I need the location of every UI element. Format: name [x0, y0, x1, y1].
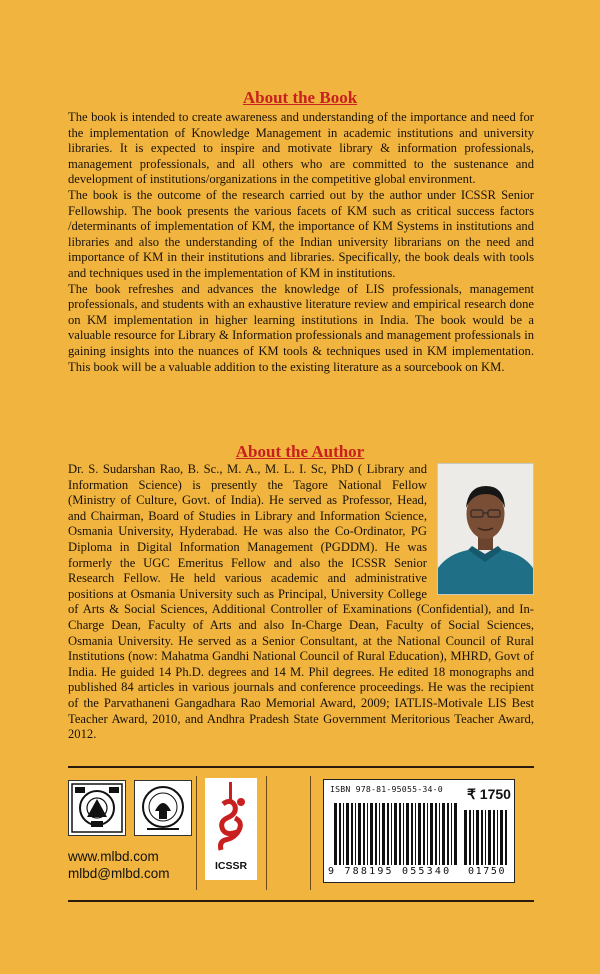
- barcode-bar: [423, 803, 425, 865]
- divider-vertical: [266, 776, 267, 890]
- barcode-bar: [358, 803, 361, 865]
- barcode-bar: [379, 803, 380, 865]
- publisher-contact: [68, 848, 198, 882]
- isbn-barcode: [323, 779, 515, 883]
- barcode-bar: [418, 803, 421, 865]
- barcode-bar: [473, 810, 474, 865]
- publisher-logos: [68, 780, 196, 836]
- barcode-bar: [415, 803, 416, 865]
- about-author-heading: About the Author: [235, 442, 365, 461]
- icssr-label: ICSSR: [214, 860, 248, 872]
- author-photo: [437, 463, 534, 595]
- barcode-bar: [399, 803, 401, 865]
- barcode-addon-bars: [464, 810, 510, 865]
- about-book-paragraph: The book is intended to create awareness and understanding of the importance and need for the implementation of Knowledge Management in academic institutions and university libraries. It is expected to inspire and motivate library & information professionals, management professionals, and all others who are committed to the sustenance and development of institutions/organizations in the competitive global environment.: [68, 110, 534, 187]
- isbn-label: ISBN 978-81-95055-34-0: [330, 784, 443, 794]
- price-label: ₹ 1750: [467, 786, 511, 802]
- barcode-bar: [493, 810, 495, 865]
- barcode-bar: [339, 803, 341, 865]
- barcode-bar: [351, 803, 353, 865]
- barcode-bar: [370, 803, 373, 865]
- barcode-bar: [343, 803, 344, 865]
- divider-vertical: [310, 776, 311, 890]
- barcode-bar: [346, 803, 349, 865]
- about-book-paragraph: The book refreshes and advances the knowledge of LIS professionals, management professionals, and students with an exhaustive literature review and empirical research done on KM implementation in higher learning institutions in India. The book would be a valuable resource for Library & Information professionals and management professionals in gaining insights into the nuances of KM tools & techniques used in KM implementation. This book will be a valuable addition to the existing literature as a sourcebook on KM.: [68, 281, 534, 374]
- barcode-bar: [442, 803, 445, 865]
- email-link[interactable]: mlbd@mlbd.com: [68, 866, 170, 881]
- barcode-bar: [427, 803, 428, 865]
- barcode-bar: [469, 810, 471, 865]
- about-book-paragraph: The book is the outcome of the research carried out by the author under ICSSR Senior Fellowship. The book presents the various facets of KM such as critical success factors /determinants of implementation of KM, the importance of KM Systems in institutions and libraries and also the understanding of the Indian university librarians on the need and importance of KM in their institutions and libraries. Specifically, the book deals with tools and techniques used in the implementation of KM in institutions.: [68, 187, 534, 280]
- barcode-bar: [454, 803, 457, 865]
- barcode-bar: [355, 803, 356, 865]
- divider-vertical: [196, 776, 197, 890]
- barcode-addon-digits: 01750: [468, 866, 507, 877]
- divider-top: [68, 766, 534, 768]
- barcode-bar: [394, 803, 397, 865]
- barcode-bar: [485, 810, 486, 865]
- barcode-bar: [363, 803, 365, 865]
- barcode-bar: [476, 810, 479, 865]
- barcode-bar: [387, 803, 389, 865]
- barcode-bar: [451, 803, 452, 865]
- barcode-bar: [505, 810, 507, 865]
- website-link[interactable]: www.mlbd.com: [68, 849, 159, 864]
- barcode-bar: [500, 810, 503, 865]
- barcode-bar: [375, 803, 377, 865]
- mlbd-publications-logo: [134, 780, 192, 836]
- barcode-bar: [334, 803, 337, 865]
- barcode-bar: [403, 803, 404, 865]
- barcode-bars: [334, 803, 458, 865]
- barcode-bar: [382, 803, 385, 865]
- author-bio: Dr. S. Sudarshan Rao, B. Sc., M. A., M. L. I. Sc, PhD ( Library and Information Science) is presently the Tagore National Fellow (Ministry of Culture, Govt. of India). He served as Professor, Head, and Chairman, Board of Studies in Library and Information Science, Osmania University, Hyderabad. He was also the Co-Ordinator, PG Diploma in Digital Information Management (PGDDM). He was formerly the UGC Emeritus Fellow and also the ICSSR Senior Research Fellow. He held various academic and administrative positions at Osmania University such as Principal, University College of Arts & Social Sciences, Additional Controller of Examinations (Confidential), and In-Charge Dean, Faculty of Arts and also In-Charge Dean, Faculty of Social Sciences, Osmania University. He served as a Senior Consultant, at the National Council of Rural Institutions (now: Mahatma Gandhi National Council of Rural Education), MHRD, Govt of India. He guided 14 Ph.D. degrees and 14 M. Phil degrees. He edited 18 monographs and published 84 articles in various journals and conference proceedings. He was the recipient of the Parvathaneni Gangadhara Rao Memorial Award, 2009; IATLIS-Motivale LIS Best Teacher Award, 2010, and Andhra Pradesh State Government Meritorious Teacher Award, 2012.: [68, 462, 534, 742]
- barcode-bar: [435, 803, 437, 865]
- about-book-body: [68, 110, 534, 375]
- about-book-heading: About the Book: [242, 88, 358, 107]
- barcode-bar: [464, 810, 467, 865]
- barcode-bar: [391, 803, 392, 865]
- author-portrait-image: [438, 464, 533, 594]
- barcode-bar: [411, 803, 413, 865]
- divider-bottom: [68, 900, 534, 902]
- about-author-body: [68, 462, 534, 743]
- barcode-bar: [481, 810, 483, 865]
- barcode-bar: [497, 810, 498, 865]
- barcode-bar: [406, 803, 409, 865]
- barcode-bar: [367, 803, 368, 865]
- barcode-bar: [488, 810, 491, 865]
- barcode-bar: [439, 803, 440, 865]
- barcode-bar: [447, 803, 449, 865]
- barcode-bar: [430, 803, 433, 865]
- barcode-digits: 9 788195 055340: [328, 866, 452, 877]
- mlbd-emblem-logo: [68, 780, 126, 836]
